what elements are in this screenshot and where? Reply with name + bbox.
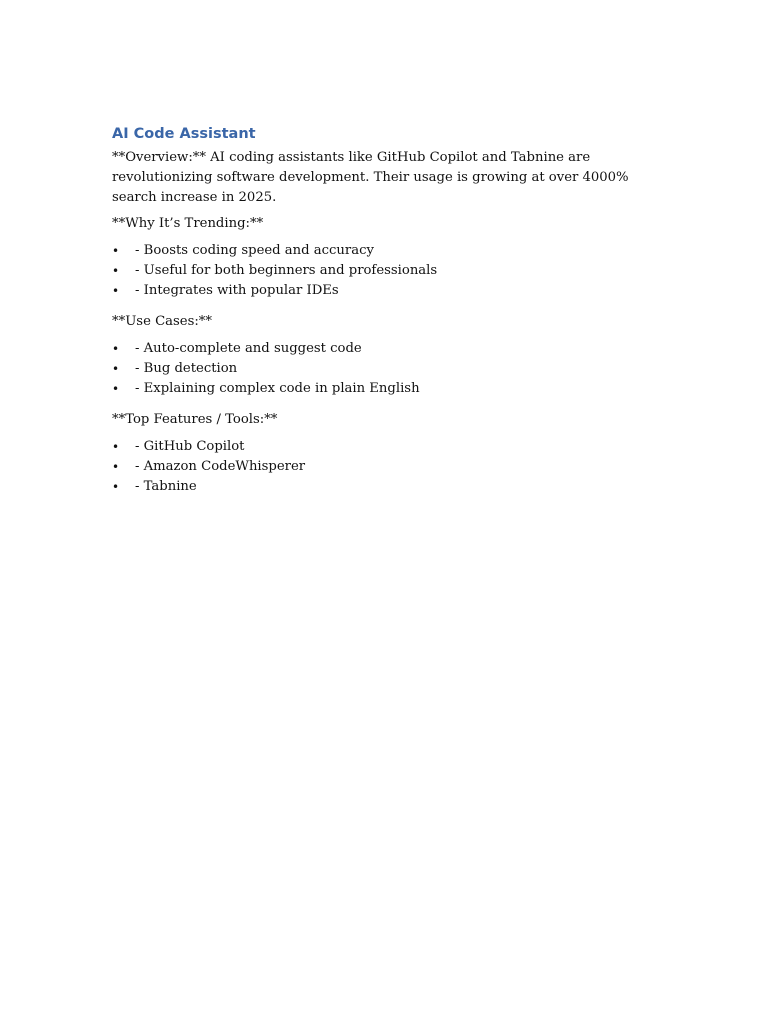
list-item-text: - Boosts coding speed and accuracy	[135, 243, 374, 258]
bullet-icon: •	[112, 382, 120, 396]
section-why-trending	[112, 214, 652, 301]
list-item	[112, 477, 652, 497]
section-label: **Use Cases:**	[112, 314, 212, 329]
list-item	[112, 339, 652, 359]
bullet-icon: •	[112, 362, 120, 376]
bullet-icon: •	[112, 440, 120, 454]
bullet-icon: •	[112, 264, 120, 278]
list-item	[112, 359, 652, 379]
section-label: **Top Features / Tools:**	[112, 412, 278, 427]
list-item-text: - Auto-complete and suggest code	[135, 341, 362, 356]
list-item-text: - GitHub Copilot	[135, 439, 245, 454]
bullet-list	[112, 241, 652, 301]
document-heading: AI Code Assistant	[112, 126, 256, 142]
list-item-text: - Explaining complex code in plain English	[135, 381, 420, 396]
list-item-text: - Useful for both beginners and professionals	[135, 263, 438, 278]
list-item	[112, 437, 652, 457]
document-body	[112, 124, 652, 508]
list-item-text: - Integrates with popular IDEs	[135, 283, 339, 298]
list-item	[112, 379, 652, 399]
bullet-icon: •	[112, 480, 120, 494]
list-item-text: - Amazon CodeWhisperer	[135, 459, 306, 474]
bullet-list	[112, 339, 652, 399]
section-top-features	[112, 410, 652, 497]
bullet-icon: •	[112, 342, 120, 356]
bullet-icon: •	[112, 460, 120, 474]
list-item	[112, 261, 652, 281]
bullet-icon: •	[112, 244, 120, 258]
section-use-cases	[112, 312, 652, 399]
list-item	[112, 457, 652, 477]
list-item-text: - Bug detection	[135, 361, 238, 376]
list-item	[112, 281, 652, 301]
overview-paragraph: **Overview:** AI coding assistants like GitHub Copilot and Tabnine are revolutionizing software development. Their usage is growing at over 4000% search increase in 2025.	[112, 150, 629, 205]
list-item-text: - Tabnine	[135, 479, 197, 494]
bullet-list	[112, 437, 652, 497]
section-label: **Why It’s Trending:**	[112, 216, 264, 231]
list-item	[112, 241, 652, 261]
bullet-icon: •	[112, 284, 120, 298]
